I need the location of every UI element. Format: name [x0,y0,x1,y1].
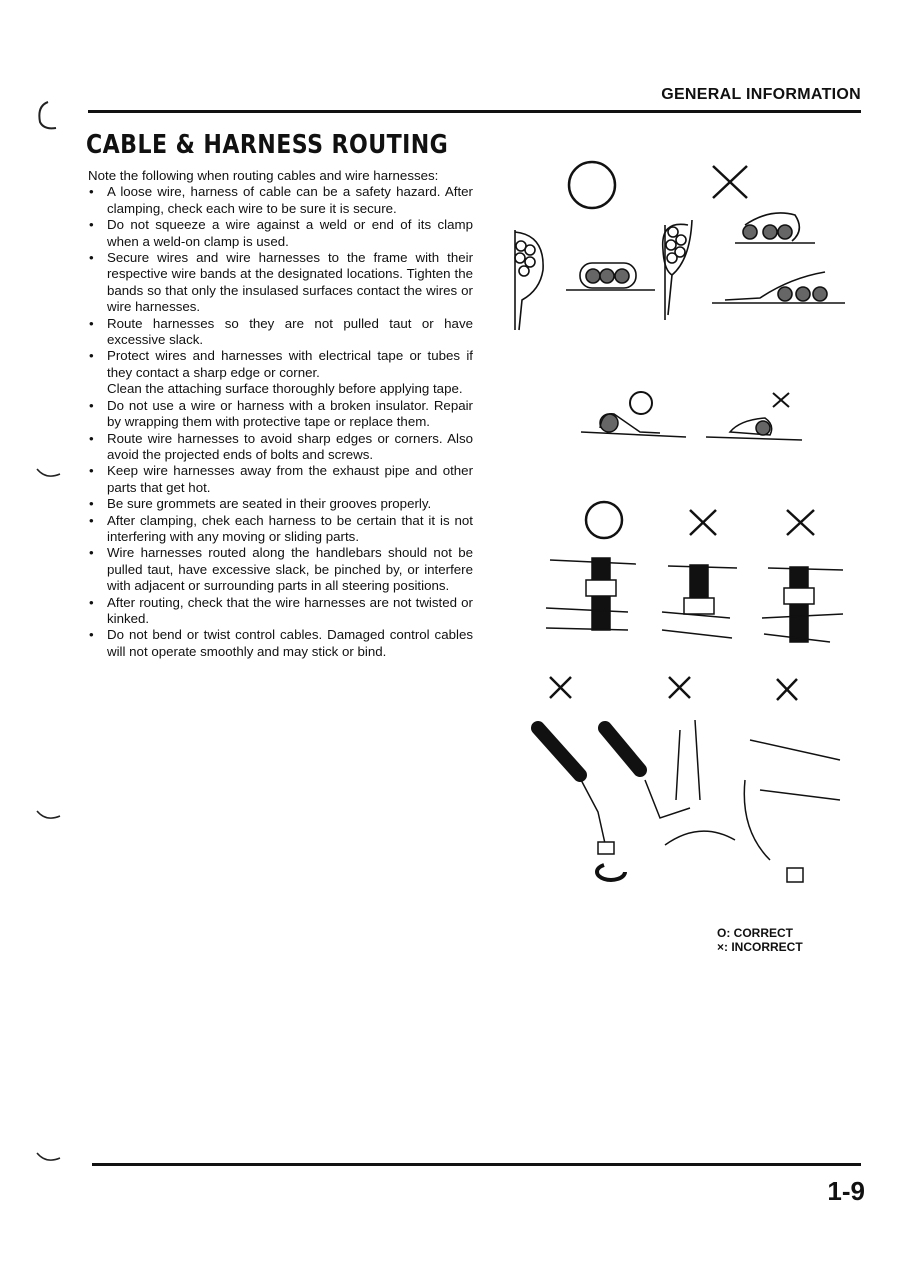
header-rule [88,110,861,113]
list-item: • Do not squeeze a wire against a weld or end of its clamp when a weld-on clamp is used. [88,217,473,250]
incorrect-mark-icon [773,393,789,407]
list-item: • Be sure grommets are seated in their grooves properly. [88,496,473,512]
list-item: • Keep wire harnesses away from the exhaust pipe and other parts that get hot. [88,463,473,496]
list-item: • Secure wires and wire harnesses to the frame with their respective wire bands at the designated locations. Tighten the bands so that only the insulased surfaces contact the wires or wire harnesses. [88,250,473,316]
legend-incorrect: ×: INCORRECT [717,940,803,954]
page-title: CABLE & HARNESS ROUTING [86,130,449,160]
legend [717,926,803,954]
routing-illustrations [500,150,870,970]
list-item-note: Clean the attaching surface thoroughly before applying tape. [107,381,463,397]
list-item: • After routing, check that the wire harnesses are not twisted or kinked. [88,595,473,628]
intro-text: Note the following when routing cables and wire harnesses: [88,168,439,183]
correct-mark-icon [569,162,615,208]
binding-mark-icon [34,1150,64,1166]
binding-mark-icon [34,466,64,482]
list-item: • After clamping, chek each harness to be certain that it is not interfering with any moving or sliding parts. [88,513,473,546]
wire-band-drawings [546,558,843,642]
correct-mark-icon [586,502,622,538]
incorrect-mark-icon [550,677,571,698]
list-item: • Do not use a wire or harness with a broken insulator. Repair by wrapping them with protective tape or replace them. [88,398,473,431]
legend-correct: O: CORRECT [717,926,793,940]
control-cable-drawings [538,720,840,882]
weld-clamp-drawings [515,213,845,330]
list-item: • Route wire harnesses to avoid sharp edges or corners. Also avoid the projected ends of bolts and screws. [88,431,473,464]
instruction-list [88,184,473,660]
incorrect-mark-icon [777,679,797,700]
instructions [88,168,473,660]
list-item: • Wire harnesses routed along the handlebars should not be pulled taut, have excessive slack, be pinched by, or interfere with adjacent or surrounding parts in all steering positions. [88,545,473,594]
list-item: • A loose wire, harness of cable can be a safety hazard. After clamping, check each wire to be sure it is secure. [88,184,473,217]
incorrect-mark-icon [669,677,690,698]
correct-mark-icon [630,392,652,414]
binding-mark-icon [34,100,64,134]
list-item: • Do not bend or twist control cables. Damaged control cables will not operate smoothly and may stick or bind. [88,627,473,660]
section-header: GENERAL INFORMATION [661,86,861,103]
page-number: 1-9 [827,1176,865,1206]
footer-rule [92,1163,861,1166]
list-item: • Protect wires and harnesses with electrical tape or tubes if they contact a sharp edge or corner. Clean the attaching surface thoroughly before applying tape. [88,348,473,397]
tape-drawings [581,414,802,440]
list-item: • Route harnesses so they are not pulled taut or have excessive slack. [88,316,473,349]
binding-mark-icon [34,808,64,824]
incorrect-mark-icon [690,510,716,535]
incorrect-mark-icon [787,510,814,535]
incorrect-mark-icon [713,166,747,198]
